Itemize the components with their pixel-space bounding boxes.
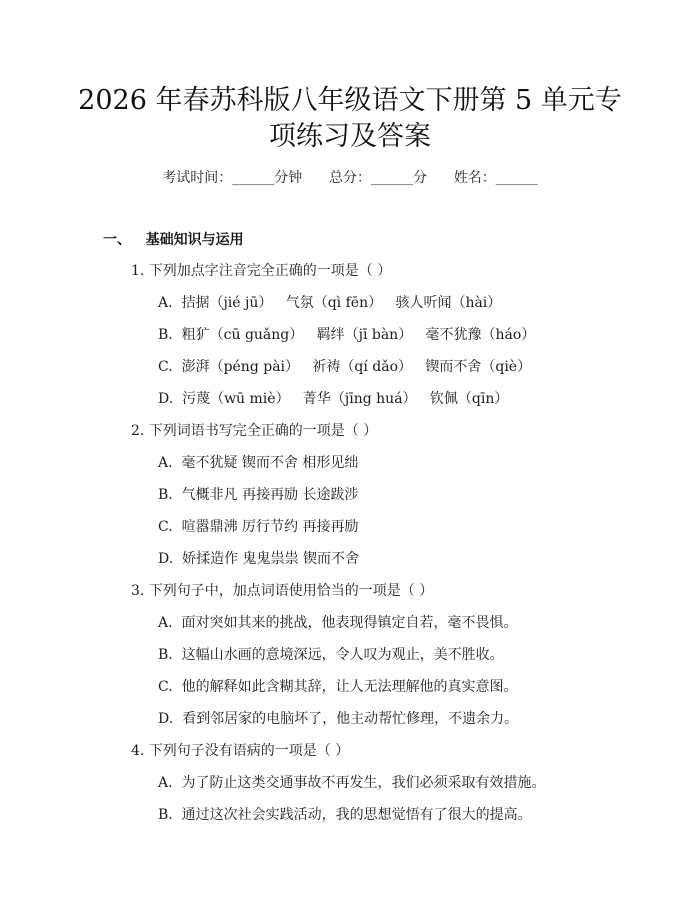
document-title-line-2: 项练习及答案 <box>269 121 431 152</box>
question-3-option-d: D. 看到邻居家的电脑坏了，他主动帮忙修理，不遗余力。 <box>158 711 519 727</box>
question-1-option-d: D. 污蔑（wū miè） 菁华（jīng huá） 钦佩（qīn） <box>158 391 509 407</box>
question-1-option-c: C. 澎湃（péng pài） 祈祷（qí dǎo） 锲而不舍（qiè） <box>158 359 532 375</box>
question-1-stem: 1. 下列加点字注音完全正确的一项是（ ） <box>131 263 392 279</box>
exam-info-line: 考试时间：______分钟 总分：______分 姓名：______ <box>162 170 538 186</box>
question-2-option-a: A. 毫不犹疑 锲而不舍 相形见绌 <box>158 455 359 471</box>
question-2-option-d: D. 娇揉造作 鬼鬼祟祟 锲而不舍 <box>158 551 359 567</box>
question-2-option-c: C. 喧嚣鼎沸 厉行节约 再接再励 <box>158 519 359 535</box>
document-title-line-1: 2026 年春苏科版八年级语文下册第 5 单元专 <box>78 85 622 116</box>
question-3-option-c: C. 他的解释如此含糊其辞，让人无法理解他的真实意图。 <box>158 679 518 695</box>
question-4-option-b: B. 通过这次社会实践活动，我的思想觉悟有了很大的提高。 <box>158 807 532 823</box>
question-3-stem: 3. 下列句子中，加点词语使用恰当的一项是（ ） <box>131 583 434 599</box>
question-3-option-a: A. 面对突如其来的挑战，他表现得镇定自若，毫不畏惧。 <box>158 615 518 631</box>
question-1-option-b: B. 粗犷（cū guǎng） 羁绊（jī bàn） 毫不犹豫（háo） <box>158 327 536 343</box>
question-3-option-b: B. 这幅山水画的意境深远，令人叹为观止，美不胜收。 <box>158 647 504 663</box>
question-2-stem: 2. 下列词语书写完全正确的一项是（ ） <box>131 423 378 439</box>
question-1-option-a: A. 拮据（jié jū） 气氛（qì fēn） 骇人听闻（hài） <box>158 295 502 311</box>
question-4-stem: 4. 下列句子没有语病的一项是（ ） <box>131 743 350 759</box>
question-2-option-b: B. 气概非凡 再接再励 长途跋涉 <box>158 487 359 503</box>
section-heading: 一、 基础知识与运用 <box>103 232 244 248</box>
question-4-option-a: A. 为了防止这类交通事故不再发生，我们必须采取有效措施。 <box>158 775 546 791</box>
